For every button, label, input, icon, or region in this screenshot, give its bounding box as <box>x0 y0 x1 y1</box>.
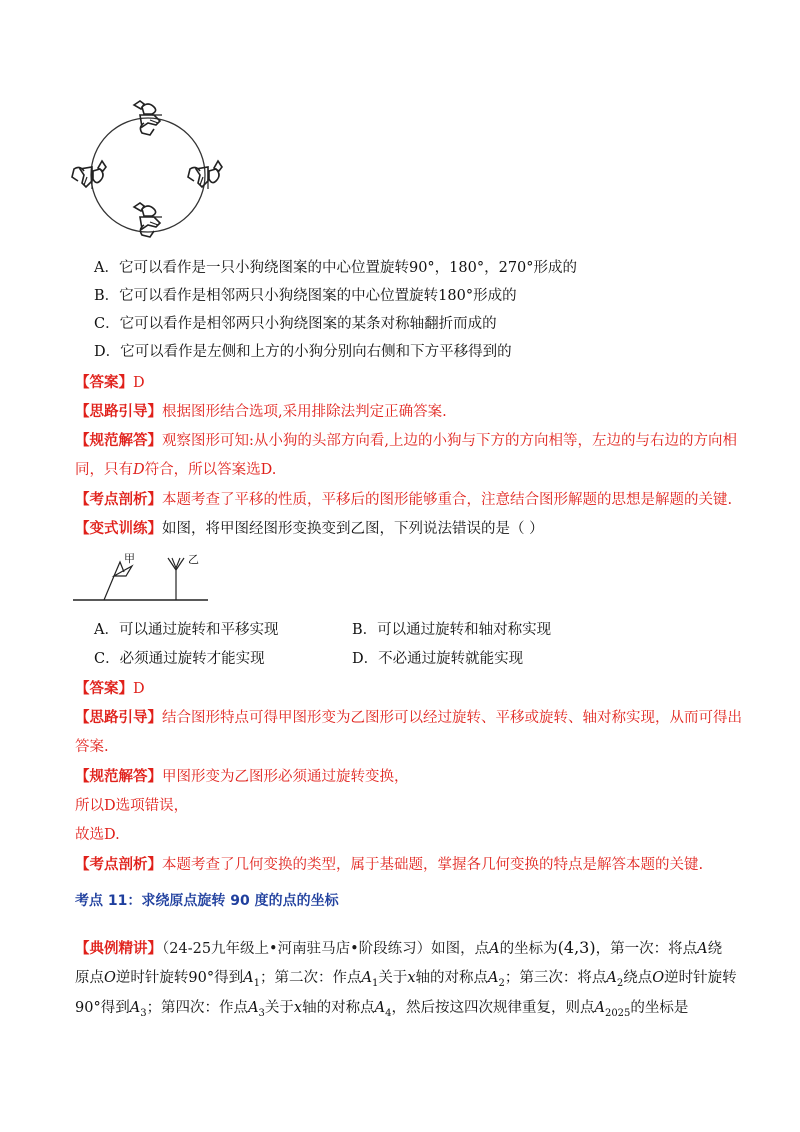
math-var: O <box>104 970 116 986</box>
example-text: 的坐标为 <box>499 941 558 957</box>
q2-stem <box>75 519 544 539</box>
coordinate: (4,3) <box>557 938 596 957</box>
example-text: 关于 <box>378 970 408 986</box>
solution-tag: 【规范解答】 <box>75 432 162 449</box>
q2-hint-line1 <box>75 708 742 728</box>
q2-hint-line2: 答案. <box>75 739 109 755</box>
math-var: O <box>652 970 665 986</box>
analysis-tag: 【考点剖析】 <box>75 491 162 508</box>
shape-jia-icon <box>104 562 132 600</box>
hint-tag: 【思路引导】 <box>75 403 162 420</box>
example-text: ；第三次：将点 <box>504 970 607 986</box>
answer-tag: 【答案】 <box>75 680 133 697</box>
math-var: A <box>374 1000 386 1016</box>
q1-analysis <box>75 490 732 510</box>
math-var: A <box>129 1000 141 1016</box>
dogs-circle-figure <box>68 95 228 255</box>
q2-option-a: A．可以通过旋转和平移实现 <box>94 622 279 638</box>
math-var: x <box>407 970 416 986</box>
dog-left-icon <box>72 161 106 189</box>
math-var: A <box>248 1000 259 1016</box>
solution-tag: 【规范解答】 <box>75 768 162 785</box>
example-text: ，然后按这四次规律重复，则点 <box>391 1000 595 1016</box>
q1-option-c: C．它可以看作是相邻两只小狗绕图案的某条对称轴翻折而成的 <box>94 316 497 332</box>
solution-variable: D <box>133 462 145 478</box>
answer-tag: 【答案】 <box>75 374 133 391</box>
subscript: 2 <box>498 977 505 989</box>
example-text: 逆时针旋转 <box>664 970 737 986</box>
example-text: ；第二次：作点 <box>259 970 362 986</box>
q2-solution-line1 <box>75 767 409 787</box>
math-var: A <box>488 970 499 986</box>
q2-solution-line2: 所以D选项错误， <box>75 798 189 814</box>
q2-option-b: B．可以通过旋转和轴对称实现 <box>352 622 552 638</box>
solution-text: 甲图形变为乙图形必须通过旋转变换， <box>162 769 409 785</box>
hint-tag: 【思路引导】 <box>75 709 162 726</box>
example-text: 轴的对称点 <box>302 1000 375 1016</box>
q2-answer <box>75 679 145 699</box>
example-text: 绕 <box>707 941 723 957</box>
answer-value: D <box>133 375 145 391</box>
hint-text: 结合图形特点可得甲图形变为乙图形可以经过旋转、平移或旋转、轴对称实现，从而可得出 <box>162 710 742 726</box>
stem-text: 如图，将甲图经图形变换变到乙图，下列说法错误的是（ ） <box>162 521 544 537</box>
subscript: 1 <box>253 977 260 989</box>
example-text: 轴的对称点 <box>415 970 488 986</box>
example-tag: 【典例精讲】 <box>75 940 162 957</box>
math-var: A <box>361 970 372 986</box>
example-text: （24-25九年级上•河南驻马店•阶段练习）如图，点 <box>162 941 490 957</box>
math-var: A <box>594 1000 605 1016</box>
q2-analysis <box>75 855 703 875</box>
q2-solution-line3: 故选D. <box>75 827 120 843</box>
math-var: x <box>293 1000 303 1016</box>
math-var: A <box>243 970 254 986</box>
q1-option-a: A．它可以看作是一只小狗绕图案的中心位置旋转90°，180°，270°形成的 <box>94 260 578 276</box>
subscript: 2025 <box>604 1007 631 1019</box>
math-var: A <box>489 941 500 957</box>
q1-solution-line2 <box>75 460 276 480</box>
subscript: 3 <box>140 1007 147 1019</box>
example-line2 <box>75 968 737 994</box>
subscript: 1 <box>371 977 379 989</box>
q2-option-d: D．不必通过旋转就能实现 <box>352 651 524 667</box>
label-jia: 甲 <box>124 552 135 565</box>
analysis-text: 本题考查了平移的性质，平移后的图形能够重合，注意结合图形解题的思想是解题的关键. <box>162 492 733 508</box>
analysis-tag: 【考点剖析】 <box>75 856 162 873</box>
solution-text-part: 同，只有 <box>75 462 133 478</box>
example-text: 绕点 <box>623 970 653 986</box>
subscript: 4 <box>385 1007 392 1019</box>
transform-figure <box>72 548 212 606</box>
q1-answer <box>75 373 145 393</box>
math-var: A <box>697 941 708 957</box>
shape-yi-icon <box>168 558 184 600</box>
training-tag: 【变式训练】 <box>75 520 162 537</box>
analysis-text: 本题考查了几何变换的类型，属于基础题，掌握各几何变换的特点是解答本题的关键. <box>162 857 704 873</box>
example-line1 <box>75 938 722 959</box>
subscript: 3 <box>258 1007 265 1019</box>
solution-text: 观察图形可知:从小狗的头部方向看,上边的小狗与下方的方向相等，左边的与右边的方向相 <box>162 433 737 449</box>
example-text: ；第四次：作点 <box>146 1000 249 1016</box>
math-var: A <box>606 970 617 986</box>
q1-option-d: D．它可以看作是左侧和上方的小狗分别向右侧和下方平移得到的 <box>94 344 512 360</box>
example-text: ，第一次：将点 <box>595 941 698 957</box>
hint-text: 根据图形结合选项,采用排除法判定正确答案. <box>162 404 447 420</box>
subscript: 2 <box>616 977 624 989</box>
example-text: 90°得到 <box>75 1000 130 1016</box>
section-heading: 考点 11：求绕原点旋转 90 度的点的坐标 <box>75 893 339 909</box>
example-text: 的坐标是 <box>630 1000 689 1016</box>
q1-hint <box>75 402 447 422</box>
label-yi: 乙 <box>188 553 199 566</box>
answer-value: D <box>133 681 145 697</box>
example-text: 原点 <box>75 970 104 986</box>
solution-text-part: 符合，所以答案选D. <box>144 462 277 478</box>
example-text: 逆时针旋转90°得到 <box>115 970 244 986</box>
example-text: 关于 <box>264 1000 294 1016</box>
example-line3 <box>75 998 688 1024</box>
q1-solution-line1 <box>75 431 737 451</box>
q1-option-b: B．它可以看作是相邻两只小狗绕图案的中心位置旋转180°形成的 <box>94 288 517 304</box>
q2-option-c: C．必须通过旋转才能实现 <box>94 651 265 667</box>
